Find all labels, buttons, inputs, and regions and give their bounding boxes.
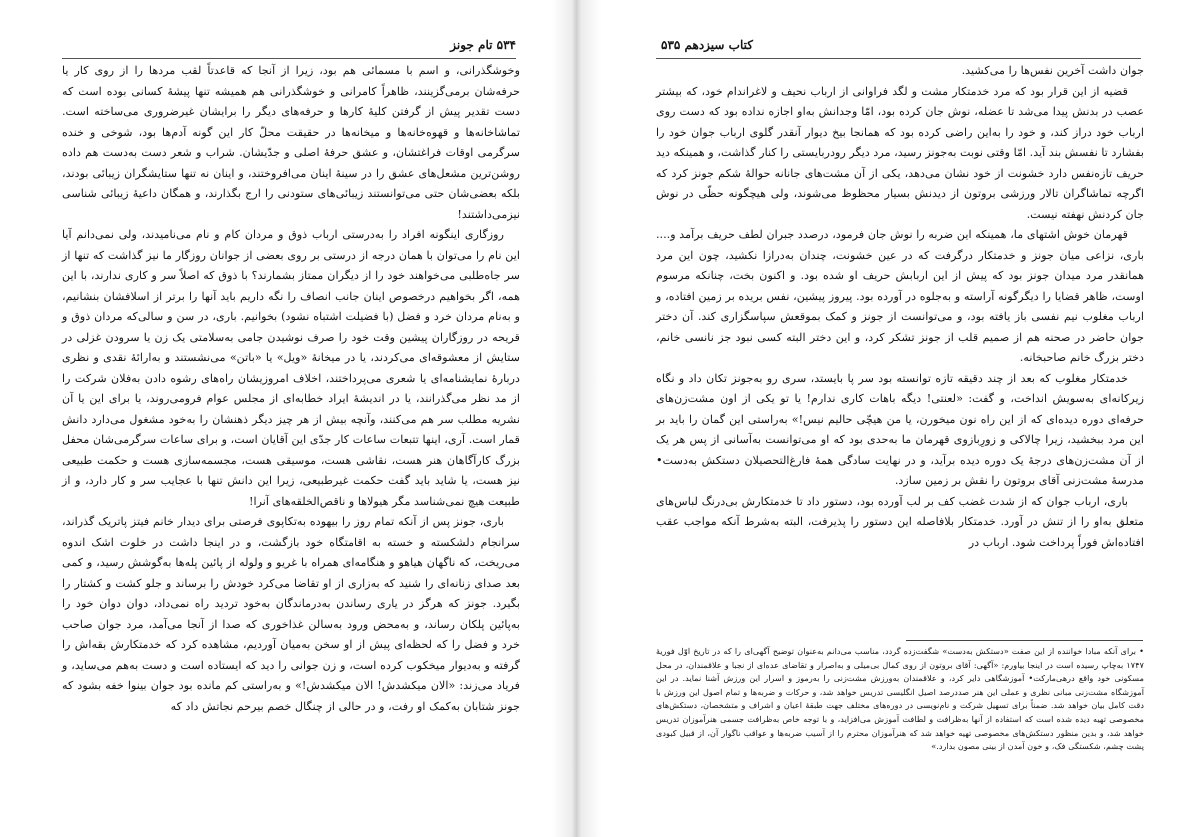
paragraph: جوان داشت آخرین نفس‌ها را می‌کشید. (961, 64, 1144, 77)
paragraph: وخوشگذرانی، و اسم با مسمائی هم بود، زیرا از آنجا که قاعدتاً لقب مردها را از روی کار یا حرفه‌شان برمی‌گزینند، ظاهراً کامرانی و خوشگذرانی هم همیشه تنها پیشهٔ کسانی بوده است که دست تقدیر پیش از گرفتن کلیهٔ کارها و حرفه‌های دیگر را برایشان غیرضروری می‌ساخته است. تماشاخانه‌ها و قهوه‌خانه‌ها و میخانه‌ها در حقیقت محلّ کار این گونه آدم‌ها بود، شوخی و خنده سرگرمی اوقات فراغتشان، و عشق حرفهٔ اصلی و جدّیشان. شراب و شعر دست به‌دست هم داده روشن‌ترین مشعل‌های عشق را در سینهٔ اینان می‌افروختند، و اینان نه تنها ستایشگران زیبائی بودند، بلکه بعضی‌شان حتی می‌توانستند زیبائی‌های ستودنی را ارج بگذارند، و همگان داعیهٔ زیبائی شناسی نیزمی‌داشتند! (62, 64, 520, 221)
footnote: • برای آنکه مبادا خواننده از این صفت «دستکش به‌دست» شگفت‌زده گردد، مناسب می‌دانم به‌عنوان توضیح آگهی‌ای را که در تاریخ اوّل فوریهٔ ۱۷۴۷ به‌چاپ رسیده است در اینجا بیاورم: «آگهی: آقای بروتون از روی کمال بی‌میلی و به‌اصرار و تقاضای عده‌ای از نجبا و علاقمندان، در محل مسکونی خود واقع درهی‌مارکت• آموزشگاهی دایر کرد، و علاقمندان به‌ورزش مشت‌زنی را به‌رموز و اسرار این ورزش آشنا نماید. در این آموزشگاه مشت‌زنی مبانی نظری و عملی این هنر صددرصد اصیل انگلیسی تدریس خواهد شد، و حرکات و ضربه‌ها و تمام اصول این ورزش با دقت کامل بیان خواهد شد. ضمناً برای تسهیل شرکت و نام‌نویسی در دوره‌های مختلف جهت طبقهٔ اعیان و اشراف و متشخصان، دستکش‌های مخصوصی تهیه دیده شده است که استفاده از آنها به‌ظرافت و لطافت آموزش می‌افزاید، و با توجه خاص به‌ظرافت جسمی هنرآموزان تدریس خواهد شد، و بدین منظور دستکش‌های مخصوصی تهیه خواهد شد که هنرآموزان محترم را از آسیب ضربه‌ها و عواقب ناگوار آن، از قبیل کبودی پشت چشم، شکستگی فک، و خون آمدن از بینی مصون بدارد.» (656, 646, 1144, 752)
right-header-rule (656, 58, 1141, 59)
paragraph: باری، ارباب جوان که از شدت غضب کف بر لب آورده بود، دستور داد تا خدمتکارش بی‌درنگ لباس‌های متعلق به‌او را از تنش در آورد. خدمتکار بلافاصله این دستور را پذیرفت، البته به‌شرط آنکه مواجب عقب افتاده‌اش فوراً پرداخت شود. ارباب در (656, 494, 1144, 549)
footnote-rule (906, 640, 1143, 641)
left-running-head: ۵۳۴ تام جونز (450, 38, 516, 52)
paragraph: روزگاری اینگونه افراد را به‌درستی ارباب ذوق و مردان کام و نام می‌نامیدند، ولی نمی‌دانم آیا این نام را می‌توان با همان درجه از درستی بر روی بعضی از جوانان روزگار ما نیز گذاشت که تنها از سر جاه‌طلبی می‌خواهند خود را از دیگران ممتاز بشمارند؟ با ذوق که اصلاً سر و کاری ندارند، با این همه، اگر بخواهیم درخصوص اینان جانب انصاف را نگه داریم باید آنها را برتر از اسلافشان بنشانیم، و به‌نام مردان خرد و فضل (با فضیلت اشتباه نشود) بخوانیم. باری، در سن و سالی‌که مردان ذوق و قریحه در روزگاران پیشین وقت خود را صرف نوشیدن جامی به‌سلامتی یک زن یا سرودن غزلی در ستایش از معشوقه‌ای می‌کردند، یا در میخانهٔ «ویل» یا «باتن» می‌نشستند و به‌ارائهٔ نقدی و نظری دربارهٔ نمایشنامه‌ای یا شعری می‌پرداختند، اخلاف امروزیشان راه‌های رشوه دادن به‌فلان شرکت را از مد نظر می‌گذرانند، یا در اندیشهٔ ایراد خطابه‌ای از مجلس عوام فرومی‌روند، یا برای این یا آن نشریه مطلب سر هم می‌کنند، وآنچه بیش از هر چیز دیگر ذهنشان را به‌خود مشغول می‌دارد دانش قمار است. آری، اینها تتبعات ساعات کار جدّی این آقایان است، و برای ساعات سرگرمی‌شان محفل بزرگ کارآگاهان هنر هست، نقاشی هست، موسیقی هست، مجسمه‌سازی هست و حکمت طبیعی نیز هست، یا شاید باید گفت حکمت غیرطبیعی، زیرا این دانش تنها با عجایب سر و کار دارد، و از طبیعت هیچ نمی‌شناسد مگر هیولاها و ناقص‌الخلقه‌های آنرا! (62, 228, 520, 508)
right-running-head: کتاب سیزدهم ۵۳۵ (661, 38, 753, 52)
book-gutter (552, 0, 601, 837)
right-page (601, 0, 1196, 837)
paragraph: باری، جونز پس از آنکه تمام روز را بیهوده به‌تکاپوی فرصتی برای دیدار خانم فیتز پاتریک گذراند، سرانجام دلشکسته و خسته به اقامتگاه خود بازگشت، و در اینجا داشت در خلوت اشک اندوه می‌ریخت، که ناگهان هیاهو و هنگامه‌ای همراه با غریو و ولوله از پائین پله‌ها به‌گوشش رسید، و کمی بعد صدای زنانه‌ای را شنید که به‌زاری از او تقاضا می‌کرد خودش را برساند و جلو کشت و کشتار را بگیرد. جونز که هرگز در یاری رساندن به‌درماندگان به‌خود تردید راه نمی‌داد، دوان دوان خود را به‌پائین پلکان رساند، و به‌محض ورود به‌سالن غذاخوری که صدا از آنجا می‌آمد، مرد جوان صاحب خرد و فضل را که لحظه‌ای پیش از او سخن به‌میان آوردیم، مشاهده کرد که خدمتکارش بقه‌اش را گرفته و به‌دیوار میخکوب کرده است، و زن جوانی را دید که ایستاده است و دست به‌هم می‌ساید، و فریاد می‌زند: «الان میکشدش! الان میکشدش!» و به‌راستی کم مانده بود جوان بینوا خفه بشود که جونز شتابان به‌کمک او رفت، و در حالی از چنگال خصم بیرحم نجاتش داد که (62, 515, 520, 713)
paragraph: قضیه از این قرار بود که مرد خدمتکار مشت و لگد فراوانی از ارباب نحیف و لاغراندام خود، که بیشتر عصب در بدنش پیدا می‌شد تا عضله، نوش جان کرده بود، امّا وجدانش به‌او اجازه نداده بود که دست روی ارباب خود دراز کند، و خود را به‌این راضی کرده بود که همانجا بیخ دیوار آنقدر گلوی ارباب جوان خود را بفشارد تا نفسش بند آید. امّا وقتی نوبت به‌جونز رسید، مرد دیگر رودربایستی را کنار گذاشت، و همینکه دید حریف تازه‌نفس دارد خشونت از خود نشان می‌دهد، یکی از آن مشت‌های جانانه حوالهٔ شکم جونز کرد که اگرچه تماشاگران تالار ورزشی بروتون از دیدنش بسیار محظوظ می‌شوند، ولی هیچگونه حظّی در نوش جان کردنش نهفته نیست. (656, 84, 1144, 221)
paragraph: قهرمان خوش اشتهای ما، همینکه این ضربه را نوش جان فرمود، درصدد جبران لطف حریف برآمد و.... باری، نزاعی میان جونز و خدمتکار درگرفت که در عین خشونت، چندان به‌درازا نکشید، چون این مرد همانقدر مرد میدان جونز بود که پیش از این اربابش حریف او شده بود. و اکنون بخت، چنانکه مرسوم اوست، ظاهر قضایا را دیگرگونه آراسته و به‌جلوه در آورده بود. پیروز پیشین، نفس بریده بر زمین افتاده، و ارباب مغلوب نیم نفسی باز یافته بود، و می‌توانست از جونز و کمک بموقعش سپاسگزاری کند. آن دختر جوان حاضر در صحنه هم از صمیم قلب از جونز تشکر کرد، و این دختر البته کسی نبود جز نانسی خانم، دختر بزرگ خانم صاحبخانه. (656, 228, 1144, 364)
paragraph: خدمتکار مغلوب که بعد از چند دقیقه تازه توانسته بود سر پا بایستد، سری رو به‌جونز تکان داد و نگاه زیرکانه‌ای به‌سویش انداخت، و گفت: «لعنتی! دیگه باهات کاری ندارم! یا تو یکی از اون مشت‌زن‌های حرفه‌ای دوره دیده‌ای که از این راه نون میخورن، یا من هیچّی حالیم نیس!» به‌راستی این گمان را باید بر این مرد ببخشید، زیرا چالاکی و زورِبازوی قهرمان ما به‌حدی بود که او می‌توانست به‌آسانی از پس هر یک از آن مشت‌زن‌های درجهٔ یک دوره دیده برآید، و در نهایت سادگی همهٔ فارغ‌التحصیلان دستکش به‌دست• مدرسهٔ مشت‌زنی آقای بروتون را نقش بر زمین سازد. (656, 371, 1144, 487)
left-page (0, 0, 552, 837)
left-header-rule (62, 58, 516, 59)
left-body-text (62, 61, 520, 717)
right-body-text (656, 61, 1144, 553)
